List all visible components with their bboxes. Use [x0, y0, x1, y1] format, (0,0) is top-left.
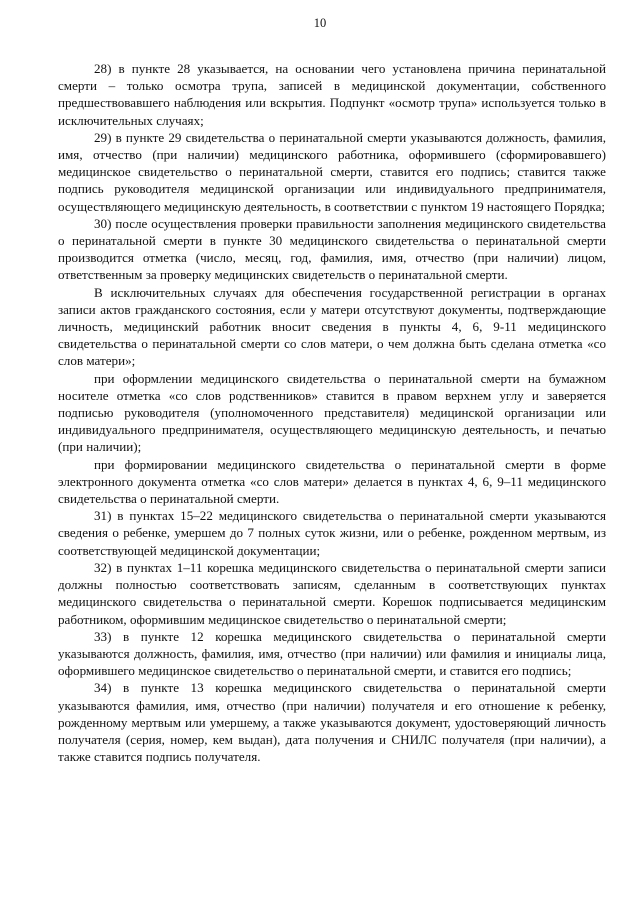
- paragraph-item-30: 30) после осуществления проверки правильности заполнения медицинского свидетельства о перинатальной смерти в пункте 30 медицинского свидетельства о перинатальной смерти производится отметка (число, месяц, год, фамилия, имя, отчество (при наличии) лицом, ответственным за проверку медицинских свидетельств о перинатальной смерти.: [58, 215, 606, 283]
- paragraph-item-34: 34) в пункте 13 корешка медицинского свидетельства о перинатальной смерти указываются фамилия, имя, отчество (при наличии) получателя и его отношение к ребенку, рожденному мертвым или умершему, а также указываются документ, удостоверяющий личность получателя (серия, номер, кем выдан), дата получения и СНИЛС получателя (при наличии), а также ставится подпись получателя.: [58, 680, 606, 765]
- paragraph-exceptional-cases: В исключительных случаях для обеспечения государственной регистрации в органах записи актов гражданского состояния, если у матери отсутствуют документы, подтверждающие личность, медицинский работник вносит сведения в пункты 4, 6, 9-11 медицинского свидетельства о перинатальной смерти со слов матери, о чем должна быть сделана отметка «со слов матери»;: [58, 284, 606, 369]
- page-number: 10: [313, 16, 327, 30]
- document-body: [58, 60, 606, 765]
- paragraph-item-31: 31) в пунктах 15–22 медицинского свидетельства о перинатальной смерти указываются сведения о ребенке, умершем до 7 полных суток жизни, или о ребенке, рожденном мертвым, из соответствующей медицинской документации;: [58, 508, 606, 558]
- paragraph-item-28: 28) в пункте 28 указывается, на основании чего установлена причина перинатальной смерти – только осмотра трупа, записей в медицинской документации, собственного предшествовавшего наблюдения или вскрытия. Подпункт «осмотр трупа» используется только в исключительных случаях;: [58, 61, 606, 128]
- paragraph-paper-form: при оформлении медицинского свидетельства о перинатальной смерти на бумажном носителе отметка «со слов родственников» ставится в правом верхнем углу и заверяется подписью руководителя (уполномоченного представителя) медицинской организации или индивидуального предпринимателя, осуществляющего медицинскую деятельность, и печатью (при наличии);: [58, 370, 606, 455]
- paragraph-item-32: 32) в пунктах 1–11 корешка медицинского свидетельства о перинатальной смерти записи должны полностью соответствовать записям, сделанным в соответствующих пунктах медицинского свидетельства о перинатальной смерти. Корешок подписывается медицинским работником, оформившим медицинское свидетельство о перинатальной смерти;: [58, 559, 606, 627]
- paragraph-electronic-form: при формировании медицинского свидетельства о перинатальной смерти в форме электронного документа отметка «со слов матери» делается в пунктах 4, 6, 9–11 медицинского свидетельства о перинатальной смерти.: [58, 456, 606, 507]
- paragraph-item-33: 33) в пункте 12 корешка медицинского свидетельства о перинатальной смерти указываются должность, фамилия, имя, отчество (при наличии) или фамилия и инициалы лица, оформившего медицинское свидетельство о перинатальной смерти, и ставится его подпись;: [58, 628, 606, 679]
- paragraph-item-29: 29) в пункте 29 свидетельства о перинатальной смерти указываются должность, фамилия, имя, отчество (при наличии) медицинского работника, оформившего (сформировавшего) медицинское свидетельство о перинатальной смерти, ставится его подпись; ставится также подпись руководителя медицинской организации или индивидуального предпринимателя, осуществляющего медицинскую деятельность, в соответствии с пунктом 19 настоящего Порядка;: [58, 129, 606, 214]
